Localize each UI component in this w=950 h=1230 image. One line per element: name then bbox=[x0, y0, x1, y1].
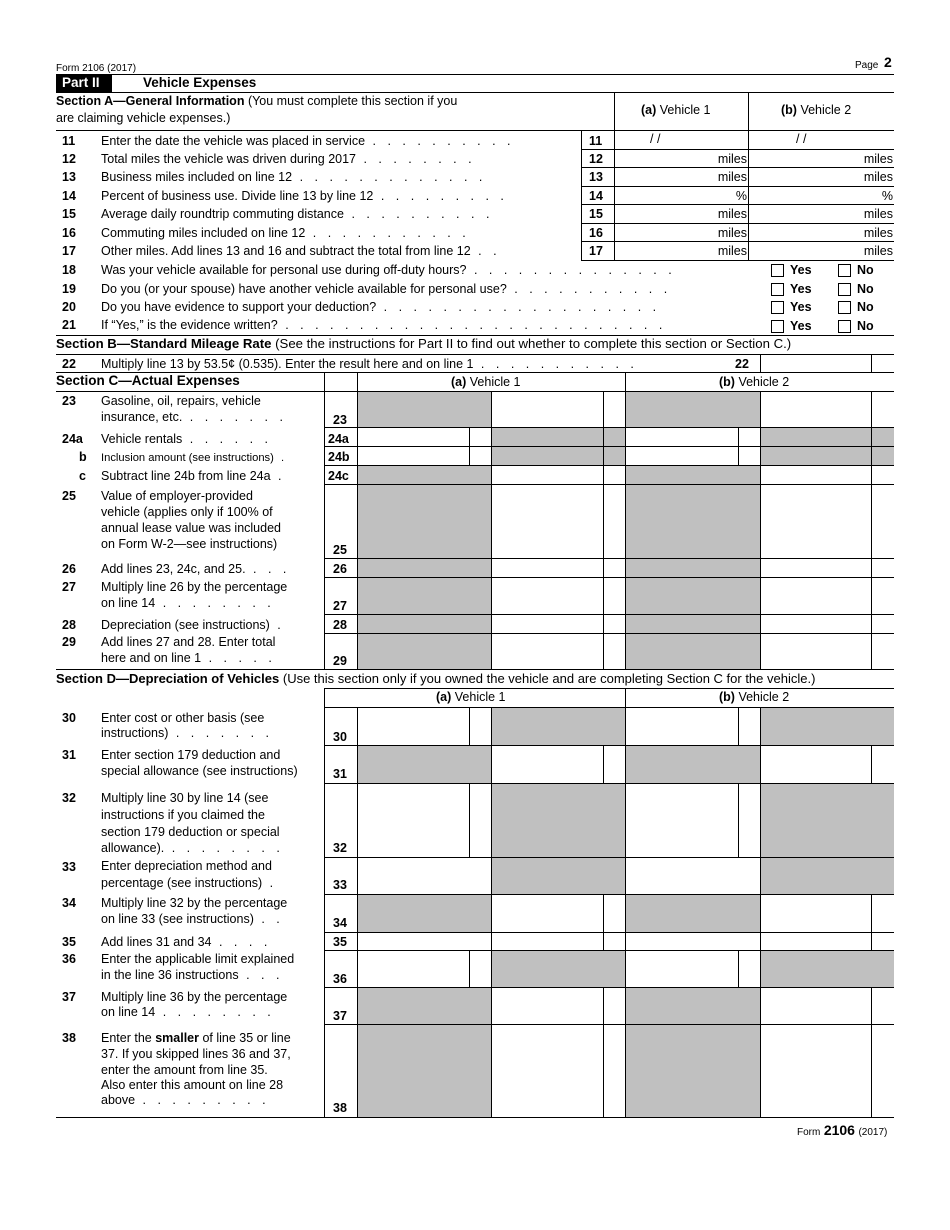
vehicle-2-commute-miles-field[interactable]: miles bbox=[863, 226, 893, 240]
vehicle-2-business-miles-field[interactable]: miles bbox=[863, 170, 893, 184]
section-d-heading: Section D—Depreciation of Vehicles (Use this section only if you owned the vehicle and are completing Section C for the vehicle.) bbox=[56, 671, 816, 686]
section-d-col-b: (b) Vehicle 2 bbox=[719, 690, 790, 704]
section-a-note-1: (You must complete this section if you bbox=[247, 94, 458, 108]
section-a-note-2: are claiming vehicle expenses.) bbox=[56, 111, 231, 125]
section-a-col-b: (b) Vehicle 2 bbox=[781, 103, 852, 117]
vehicle-1-business-miles-field[interactable]: miles bbox=[717, 170, 747, 184]
form-label: Form 2106 (2017) bbox=[56, 63, 137, 74]
page-number: 2 bbox=[884, 54, 892, 70]
page-label: Page bbox=[855, 60, 879, 71]
section-a-title: Section A—General Information bbox=[56, 94, 245, 108]
part-title: Vehicle Expenses bbox=[143, 75, 257, 90]
vehicle-2-date-field[interactable]: / / bbox=[796, 132, 807, 146]
vehicle-2-commute-distance-field[interactable]: miles bbox=[863, 207, 893, 221]
line-22-amount-field[interactable] bbox=[761, 355, 871, 371]
q21-no-checkbox[interactable] bbox=[838, 320, 851, 333]
q19-no-checkbox[interactable] bbox=[838, 283, 851, 296]
section-c-title: Section C—Actual Expenses bbox=[56, 373, 240, 388]
vehicle-2-percent-field[interactable]: % bbox=[881, 189, 893, 203]
vehicle-1-commute-distance-field[interactable]: miles bbox=[717, 207, 747, 221]
footer-form-label: Form 2106 (2017) bbox=[797, 1122, 888, 1138]
q21-yes-checkbox[interactable] bbox=[771, 320, 784, 333]
section-c-col-a: (a) Vehicle 1 bbox=[451, 375, 521, 389]
q20-yes-checkbox[interactable] bbox=[771, 301, 784, 314]
vehicle-2-total-miles-field[interactable]: miles bbox=[863, 152, 893, 166]
q18-yes-checkbox[interactable] bbox=[771, 264, 784, 277]
section-a-col-a: (a) Vehicle 1 bbox=[641, 103, 711, 117]
part-label: Part II bbox=[62, 75, 100, 90]
q18-no-checkbox[interactable] bbox=[838, 264, 851, 277]
section-c-col-b: (b) Vehicle 2 bbox=[719, 375, 790, 389]
vehicle-1-commute-miles-field[interactable]: miles bbox=[717, 226, 747, 240]
vehicle-1-date-field[interactable]: / / bbox=[650, 132, 661, 146]
vehicle-1-other-miles-field[interactable]: miles bbox=[717, 244, 747, 258]
section-b-heading: Section B—Standard Mileage Rate (See the instructions for Part II to find out whether to complete this section or Section C.) bbox=[56, 336, 792, 351]
vehicle-1-total-miles-field[interactable]: miles bbox=[717, 152, 747, 166]
section-d-col-a: (a) Vehicle 1 bbox=[436, 690, 506, 704]
vehicle-2-other-miles-field[interactable]: miles bbox=[863, 244, 893, 258]
q20-no-checkbox[interactable] bbox=[838, 301, 851, 314]
vehicle-1-percent-field[interactable]: % bbox=[735, 189, 747, 203]
section-a-heading bbox=[56, 94, 457, 108]
q19-yes-checkbox[interactable] bbox=[771, 283, 784, 296]
